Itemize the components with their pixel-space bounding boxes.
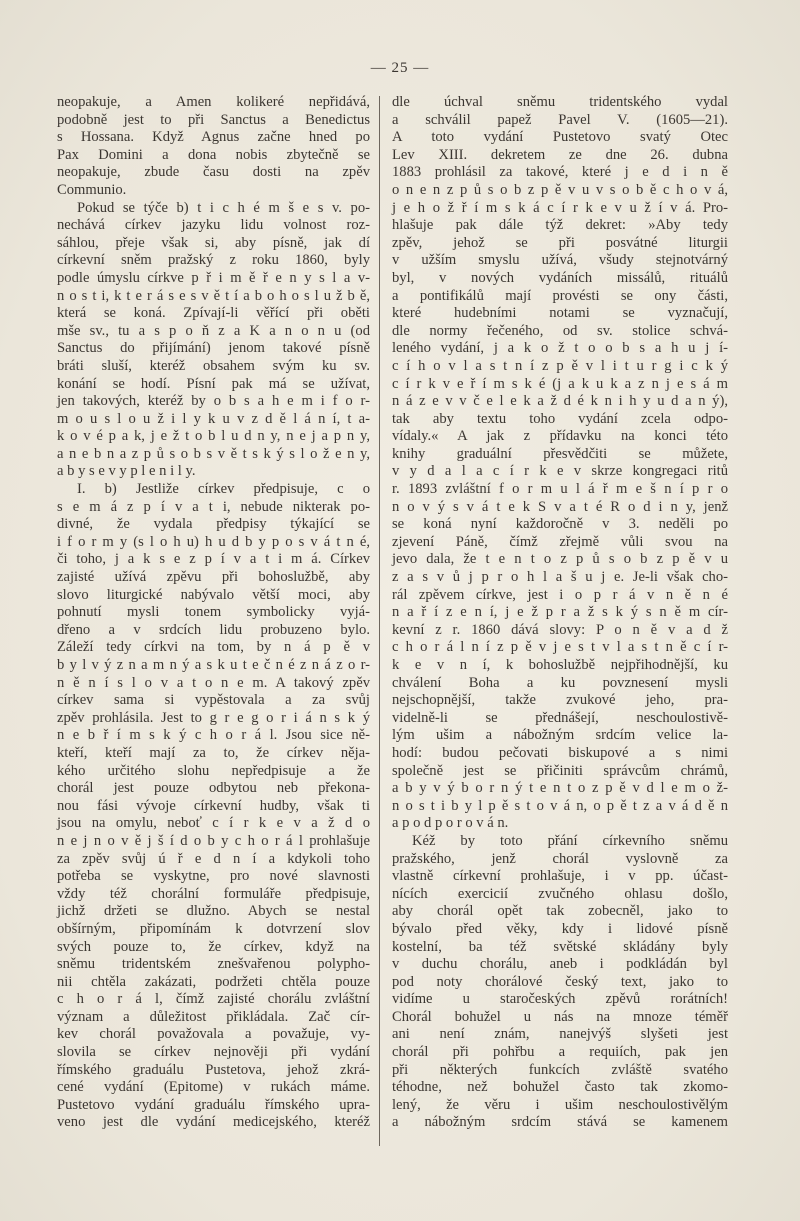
text-line: n e j n o v ě j š í d o b y c h o r á l prohlašuje — [57, 832, 370, 849]
text-line: m o u s l o u ž i l y k u v z d ě l á n í, t a- — [57, 410, 370, 427]
text-line: a b y v ý b o r n ý t e n t o z p ě v d l e m o ž- — [392, 780, 728, 797]
text-line: v y d a l a c í r k e v skrze kongregaci ritů — [392, 463, 728, 480]
text-line: které hudebními notami se vyznačují, — [392, 305, 728, 322]
text-line: tak aby textu toho vydání zcela odpo- — [392, 410, 728, 427]
text-line: cené vydání (Epitome) v rukách máme. — [57, 1079, 370, 1096]
text-line: svých pouze to, že církev, když na — [57, 938, 370, 955]
text-line: a nábožným srdcím stává se kamenem — [392, 1114, 728, 1131]
text-line: podle úmyslu církve p ř i m ě ř e n y s l a v- — [57, 269, 370, 286]
text-line: hodí: budou pečovati biskupové a s nimi — [392, 744, 728, 761]
text-line: jsou na omylu, neboť c í r k e v a ž d o — [57, 815, 370, 832]
text-line: jevo dala, že t e n t o z p ů s o b z p ě v u — [392, 551, 728, 568]
text-line: divné, že vydala předpisy týkající se — [57, 516, 370, 533]
text-line: I. b) Jestliže církev předpisuje, c o — [77, 481, 370, 498]
text-line: i f o r m y (s l o h u) h u d b y p o s v á t n é, — [57, 533, 370, 550]
text-line: lým ušim a nábožným srdcím velice la- — [392, 727, 728, 744]
text-line: b y l v ý z n a m n ý a s k u t e č n é z n á z o r- — [57, 657, 370, 673]
text-line: dle normy řečeného, od sv. stolice schvá- — [392, 322, 728, 339]
text-line: bývalo před věky, kdy i lidové písně — [392, 920, 728, 937]
text-line: Chorál bohužel u nás na mnoze téměř — [392, 1008, 728, 1025]
text-line: sáhlou, přeje však si, aby písně, jak dí — [57, 234, 370, 251]
text-line: pod noty chorálové český text, jako to — [392, 973, 728, 990]
text-line: c í r k v e ř í m s k é (j a k u k a z n j e s á m — [392, 375, 728, 392]
text-line: obšírným, připomínám k dotvrzení slov — [57, 920, 370, 937]
text-line: slovo liturgické nabývalo větší moci, aby — [57, 586, 370, 603]
text-line: bráti sluší, kteréž obsahem svým ku sv. — [57, 357, 370, 374]
text-line: jen takových, kteréž by o b s a h e m i f o r- — [57, 393, 370, 410]
text-line: sněmu tridentském znešvařenou polypho- — [57, 956, 370, 973]
text-line: dle úchval sněmu tridentského vydal — [392, 94, 728, 110]
text-line: neopakuje, a Amen kolikeré nepřidává, — [57, 94, 370, 110]
text-line: pohnutí mysli tonem symbolicky vyjá- — [57, 604, 370, 621]
text-line: n a ř í z e n í, j e ž p r a ž s k ý s n ě m cír- — [392, 604, 728, 621]
text-line: chorál při pohřbu a requiích, pak jen — [392, 1044, 728, 1061]
text-line: Pax Domini a dona nobis zbytečně se — [57, 146, 370, 163]
text-line: nejschopnější, takže zvukové jeho, pra- — [392, 692, 728, 709]
paragraph — [57, 200, 370, 482]
text-line: hlašuje pak dále týž dekret: »Aby tedy — [392, 217, 728, 234]
text-line: n ě n í s l o v a t o n e m. A takový zpěv — [57, 674, 370, 691]
text-line: církev sama si vypěstovala a za svůj — [57, 692, 370, 709]
text-line: j e h o ž ř í m s k á c í r k e v u ž í v á. Pro- — [392, 199, 728, 216]
text-line: zpěv, jehož se při posvátné liturgii — [392, 234, 728, 251]
text-line: chorál jest pouze odbytou neb překona- — [57, 780, 370, 797]
text-column-left — [57, 94, 370, 1132]
text-line: neopakuje, zbude času dosti na zpěv — [57, 164, 370, 181]
text-line: římského graduálu Pustetova, jehož zkrá- — [57, 1061, 370, 1078]
text-line: nechává církev jazyku lidu volnost roz- — [57, 217, 370, 234]
text-column-right — [392, 94, 728, 1132]
text-line: nou fási vývoje církevní hudby, však ti — [57, 797, 370, 814]
text-line: n o v ý s v á t e k S v a t é R o d i n y, jenž — [392, 498, 728, 515]
text-line: téhodne, než bohužel často tak zkomo- — [392, 1079, 728, 1096]
text-line: vlastně církevní prohlašuje, i v pp. účast- — [392, 868, 728, 885]
text-line: nících exercicií zvučného ohlasu došlo, — [392, 885, 728, 902]
text-line: a schválil papež Pavel V. (1605—21). — [392, 111, 728, 128]
text-line: konání se hodí. Písní pak má se užívat, — [57, 375, 370, 392]
text-line: a p o d p o r o v á n. — [392, 815, 509, 832]
text-line: dřeno a v srdcích lidu probuzeno bylo. — [57, 621, 370, 638]
text-line: kteří, kteří mají za to, že církev něja- — [57, 744, 370, 761]
text-line: v užším smyslu užívá, všudy stejnotvárný — [392, 252, 728, 269]
text-line: a b y s e v y p l e n i l y. — [57, 463, 196, 480]
text-line: knihy graduální přesvědčiti se můžete, — [392, 445, 728, 462]
text-line: či toho, j a k s e z p í v a t i m á. Církev — [57, 551, 370, 568]
text-line: kevní z r. 1860 dává slovy: P o n ě v a d ž — [392, 621, 728, 638]
text-line: Sanctus do přijímání) jenom takové písně — [57, 340, 370, 357]
text-line: slovila se církev nejnověji při vydání — [57, 1044, 370, 1061]
text-line: n á z e v v č e l e k a ž d é k n i h y u d a n ý), — [392, 393, 728, 410]
text-line: 1883 prohlásil za takové, které j e d i n ě — [392, 164, 728, 181]
text-line: kev chorál považovala a považuje, vy- — [57, 1026, 370, 1043]
text-line: kého určitého slohu nepředpisuje a že — [57, 762, 370, 779]
text-line: leného vydání, j a k o ž t o o b s a h u j í- — [392, 340, 728, 357]
text-line: veno jest dle vydání medicejského, kteréž — [57, 1114, 370, 1131]
text-line: n e b ř í m s k ý c h o r á l. Jsou sice ně- — [57, 727, 370, 744]
text-line: za zpěv svůj ú ř e d n í a kdykoli toho — [57, 850, 370, 867]
text-line: potřeba se vyskytne, pro nové slavnosti — [57, 868, 370, 885]
text-line: n o s t i b y l p ě s t o v á n, o p ě t z a v á d ě n — [392, 797, 728, 814]
text-line: ani není znám, nanejvýš slyšeti jest — [392, 1026, 728, 1043]
text-line: lený, že věru i ušim neschoulostivělým — [392, 1096, 728, 1113]
paragraph — [57, 94, 370, 200]
column-divider — [379, 96, 380, 1146]
text-line: r. 1893 zvláštní f o r m u l á ř m e š n í p r o — [392, 481, 728, 498]
text-line: c h o r á l n í z p ě v j e s t v l a s t n ě c í r- — [392, 639, 728, 656]
text-line: zajisté užívá zpěvu při bohoslužbě, aby — [57, 569, 370, 586]
text-line: videlně-li se přednášejí, neschoulostivě- — [392, 709, 728, 726]
text-line: Kéž by toto přání církevního sněmu — [412, 832, 728, 849]
text-line: kostelní, ba též světské skládány byly — [392, 938, 728, 955]
text-line: aby chorál opět tak zobecněl, jako to — [392, 903, 728, 920]
text-line: vidíme u staročeských zpěvů rorátních! — [392, 991, 728, 1008]
text-line: se koná nyní každoročně v 3. neděli po — [392, 516, 728, 533]
text-line: rál zpěvem církve, jest i o p r á v n ě n é — [392, 586, 728, 603]
text-line: zjevení Páně, čímž zřejmě vůli svou na — [392, 533, 728, 550]
text-line: k o v é p a k, j e ž t o b l u d n y, n e j a p n y, — [57, 428, 370, 445]
text-line: význam a důležitost přikládala. Zač cír- — [57, 1008, 370, 1025]
text-line: nii chtěla zakázati, podržeti chtěla pouze — [57, 973, 370, 990]
paragraph — [57, 481, 370, 1132]
text-line: mše sv., tu a s p o ň z a K a n o n u (od — [57, 322, 370, 339]
text-line: k e v n í, k bohoslužbě nejpřihodnější, ku — [392, 657, 728, 673]
text-line: pražského, jenž chorál vyslovně za — [392, 850, 728, 867]
text-line: a pontifikálů mají provésti se ony části, — [392, 287, 728, 304]
text-line: v duchu chorálu, aneb i podkládán byl — [392, 956, 728, 973]
text-line: z a s v ů j p r o h l a š u j e. Je-li však cho- — [392, 569, 728, 586]
text-line: podobně jest to při Sanctus a Benedictus — [57, 111, 370, 128]
text-line: c í h o v l a s t n í z p ě v l i t u r g i c k ý — [392, 357, 728, 374]
text-line: jichž držeti se dlužno. Abych se nestal — [57, 903, 370, 920]
text-line: s e m á z p í v a t i, nebude nikterak po- — [57, 498, 370, 515]
text-line: vídaly.« A jak z přídavku na konci této — [392, 428, 728, 445]
text-line: chválení Boha a ku povznesení mysli — [392, 674, 728, 691]
text-line: Záleží tedy církvi na tom, by n á p ě v — [57, 639, 370, 656]
text-line: Communio. — [57, 181, 127, 198]
paragraph — [392, 94, 728, 833]
text-line: která se koná. Zpívají-li věřící při oběti — [57, 305, 370, 322]
text-line: Lev XIII. dekretem ze dne 26. dubna — [392, 146, 728, 163]
text-line: n o s t i, k t e r á s e s v ě t í a b o h o s l u ž b ě, — [57, 287, 370, 304]
text-line: o n e n z p ů s o b z p ě v u v s o b ě c h o v á, — [392, 181, 728, 198]
text-line: církevní sněm pražský z roku 1860, byly — [57, 252, 370, 269]
text-line: společně jest se přičiniti správcům chrámů, — [392, 762, 728, 779]
text-line: při některých funkcích zvláště svatého — [392, 1061, 728, 1078]
text-line: vždy též chorální formuláře předpisuje, — [57, 885, 370, 902]
text-line: s Hossana. Když Agnus začne hned po — [57, 129, 370, 146]
text-line: zpěv prohlásila. Jest to g r e g o r i á n s k ý — [57, 709, 370, 726]
text-line: Pustetovo vydání graduálu římského upra- — [57, 1096, 370, 1113]
text-line: A toto vydání Pustetovo svatý Otec — [392, 129, 728, 146]
paragraph — [392, 833, 728, 1132]
page-number: — 25 — — [370, 60, 430, 76]
text-line: byl, v nových vydáních missálů, rituálů — [392, 269, 728, 286]
text-line: c h o r á l, čímž zajisté chorálu zvláštní — [57, 991, 370, 1008]
text-line: Pokud se týče b) t i c h é m š e s v. po- — [77, 199, 370, 216]
text-line: a n e b n a z p ů s o b s v ě t s k ý s l o ž e n y, — [57, 445, 370, 462]
